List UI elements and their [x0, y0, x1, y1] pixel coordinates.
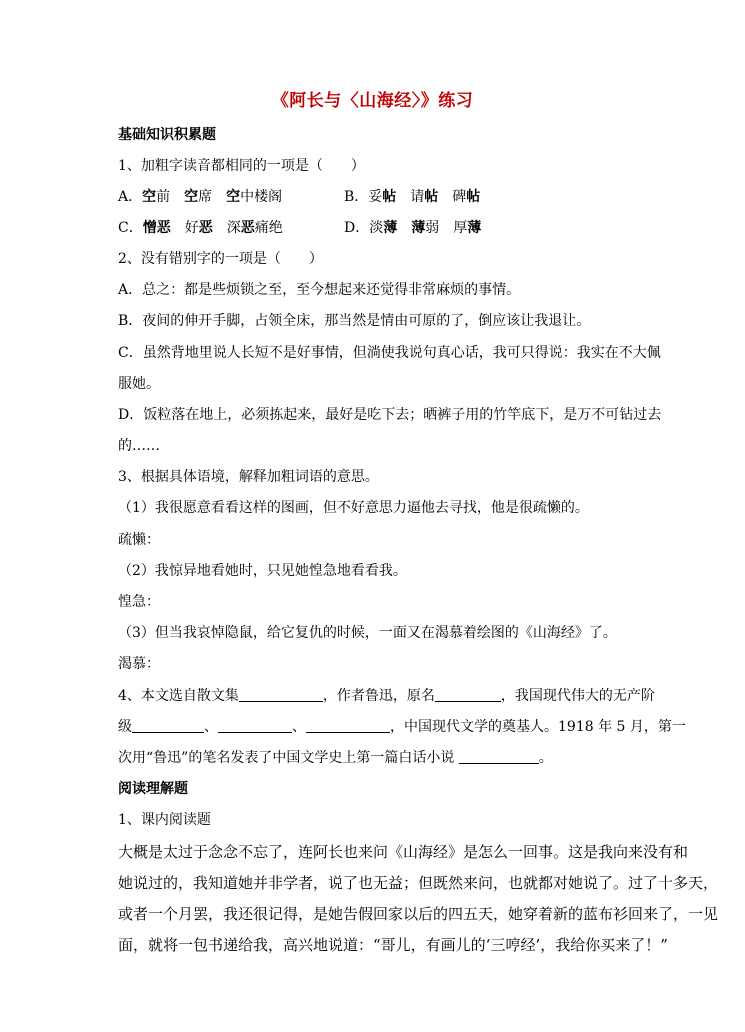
- fill-blank[interactable]: [459, 749, 539, 764]
- fill-blank[interactable]: [132, 718, 204, 733]
- reading-subheading: 1、课内阅读题: [118, 812, 211, 828]
- q3-sentence-3: （3）但当我哀悼隐鼠，给它复仇的时候，一面又在渴慕着绘图的《山海经》了。: [118, 625, 617, 641]
- reading-paragraph-line1: 大概是太过于念念不忘了，连阿长也来问《山海经》是怎么一回事。这是我向来没有和: [118, 843, 689, 861]
- q3-stem: 3、根据具体语境，解释加粗词语的意思。: [118, 469, 379, 485]
- q2-stem: 2、没有错别字的一项是（ ）: [118, 251, 323, 267]
- q1-option-d: D．淡薄 薄弱 厚薄: [344, 220, 482, 236]
- q4-line3: 次用“鲁迅”的笔名发表了中国文学史上第一篇白话小说 。: [118, 750, 553, 766]
- section-reading-heading: 阅读理解题: [118, 781, 188, 797]
- fill-blank[interactable]: [218, 718, 292, 733]
- q2-option-d-line1: D．饭粒落在地上，必须拣起来，最好是吃下去；晒裤子用的竹竿底下，是万不可钻过去: [118, 407, 662, 423]
- q3-answer-label-3: 渴慕：: [118, 656, 160, 672]
- q3-answer-label-2: 惶急：: [118, 594, 160, 610]
- q2-option-b: B．夜间的伸开手脚，占领全床，那当然是情由可原的了，倒应该让我退让。: [118, 313, 591, 329]
- q2-option-a: A．总之：都是些烦锁之至，至今想起来还觉得非常麻烦的事情。: [118, 282, 521, 298]
- fill-blank[interactable]: [435, 687, 501, 702]
- q3-answer-label-1: 疏懒：: [118, 532, 160, 548]
- q4-line1: 4、本文选自散文集 ，作者鲁迅，原名 ，我国现代伟大的无产阶: [118, 688, 655, 704]
- q1-option-a: A．空前 空席 空中楼阁: [118, 189, 283, 205]
- q4-line2: 级 、 、 ，中国现代文学的奠基人。1918 年 5 月，第一: [118, 719, 686, 735]
- fill-blank[interactable]: [306, 718, 390, 733]
- q2-option-c-line2: 服她。: [118, 376, 160, 392]
- fill-blank[interactable]: [239, 687, 323, 702]
- q3-sentence-2: （2）我惊异地看她时，只见她惶急地看看我。: [118, 563, 407, 579]
- q3-sentence-1: （1）我很愿意看看这样的图画，但不好意思力逼他去寻找，他是很疏懒的。: [118, 500, 589, 516]
- q1-option-b: B．妥帖 请帖 碑帖: [344, 189, 481, 205]
- reading-paragraph-line2: 她说过的，我知道她并非学者，说了也无益；但既然来问，也就都对她说了。过了十多天，: [118, 874, 719, 892]
- q1-stem: 1、加粗字读音都相同的一项是（ ）: [118, 158, 365, 174]
- q2-option-d-line2: 的……: [118, 438, 160, 454]
- reading-paragraph-line3: 或者一个月罢，我还很记得，是她告假回家以后的四五天，她穿着新的蓝布衫回来了，一见: [118, 905, 719, 923]
- section-basic-heading: 基础知识积累题: [118, 127, 216, 143]
- q2-option-c-line1: C．虽然背地里说人长短不是好事情，但淌使我说句真心话，我可只得说：我实在不大佩: [118, 345, 661, 361]
- page-title: 《阿长与〈山海经〉》练习: [271, 91, 474, 111]
- q1-option-c: C．憎恶 好恶 深恶痛绝: [118, 220, 283, 236]
- reading-paragraph-line4: 面，就将一包书递给我，高兴地说道：“哥儿，有画儿的‘三哼经’，我给你买来了！”: [118, 936, 668, 954]
